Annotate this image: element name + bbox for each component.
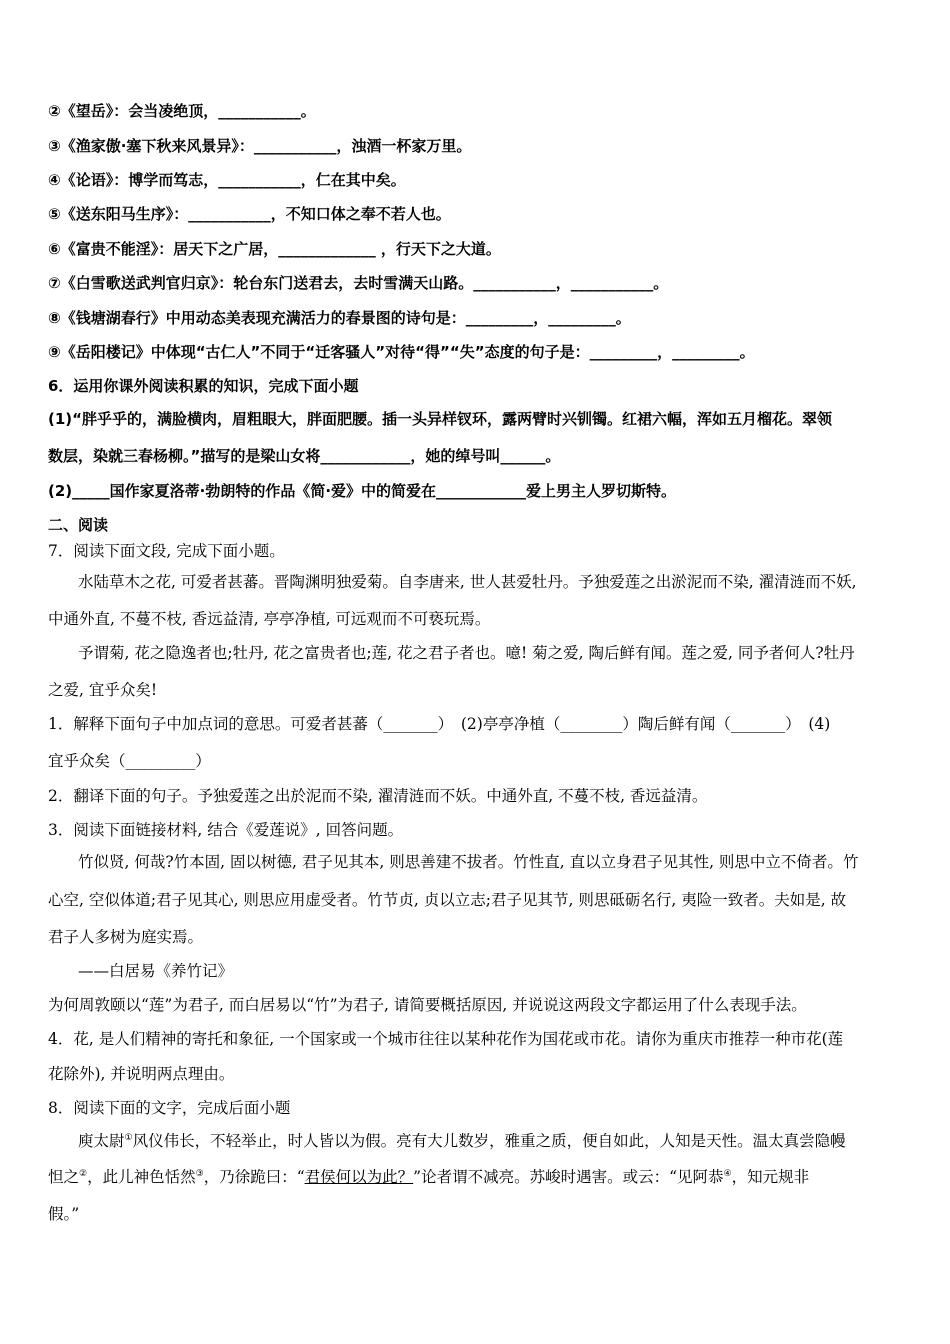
q7-3-question: 为何周敦颐以“莲”为君子, 而白居易以“竹”为君子, 请简要概括原因, 并说说这两段文字都运用了什么表现手法。 bbox=[48, 996, 807, 1014]
ailianshuo-p2-line1: 予谓菊, 花之隐逸者也;牡丹, 花之富贵者也;莲, 花之君子者也。噫! 菊之爱, 陶后鲜有闻。莲之爱, 同予者何人?牡丹 bbox=[78, 644, 855, 662]
yutaiwei-text-f: ”论者谓不减亮。苏峻时遇害。或云：“见阿恭 bbox=[413, 1168, 724, 1186]
yutaiwei-text-e: ，乃徐跪曰：“ bbox=[203, 1168, 305, 1186]
yangzhuji-line3: 君子人多树为庭实焉。 bbox=[48, 928, 204, 946]
question-8: 8．阅读下面的文字，完成后面小题 bbox=[48, 1099, 291, 1117]
fill-blank-4: ④《论语》：博学而笃志，___________，仁在其中矣。 bbox=[48, 171, 406, 189]
question-6: 6．运用你课外阅读积累的知识，完成下面小题 bbox=[48, 377, 359, 395]
question-6-1-line2: 数层，染就三春杨柳。”描写的是梁山女将____________，她的绰号叫______。 bbox=[48, 447, 561, 465]
yutaiwei-text-c: 怛之 bbox=[48, 1168, 80, 1186]
q7-3: 3．阅读下面链接材料, 结合《爱莲说》, 回答问题。 bbox=[48, 821, 404, 839]
q7-4-line1: 4．花, 是人们精神的寄托和象征, 一个国家或一个城市往往以某种花作为国花或市花。请你为重庆市推荐一种市花(莲 bbox=[48, 1030, 844, 1048]
ailianshuo-p1-line1: 水陆草木之花, 可爱者甚蕃。晋陶渊明独爱菊。自李唐来, 世人甚爱牡丹。予独爱莲之出淤泥而不染, 濯清涟而不妖, bbox=[78, 573, 857, 591]
q7-1-line1: 1．解释下面句子中加点词的意思。可爱者甚蕃（_______） (2)亭亭净植（________）陶后鲜有闻（_______） (4) bbox=[48, 715, 831, 733]
q7-1-line2: 宜乎众矣（_________） bbox=[48, 752, 211, 770]
question-6-1-line1: (1)“胖乎乎的，满脸横肉，眉粗眼大，胖面肥腰。插一头异样钗环，露两臂时兴钏镯。红裙六幅，浑如五月榴花。翠领 bbox=[48, 410, 833, 428]
question-7: 7．阅读下面文段, 完成下面小题。 bbox=[48, 542, 285, 560]
yutaiwei-text-b: 风仪伟长，不轻举止，时人皆以为假。亮有大儿数岁，雅重之质，便自如此，人知是天性。温太真尝隐幔 bbox=[132, 1132, 846, 1150]
section-reading-heading: 二、阅读 bbox=[48, 516, 109, 534]
fill-blank-7: ⑦《白雪歌送武判官归京》：轮台东门送君去，去时雪满天山路。___________，___________。 bbox=[48, 274, 669, 292]
yutaiwei-text-d: ，此儿神色恬然 bbox=[87, 1168, 196, 1186]
fill-blank-5: ⑤《送东阳马生序》：___________，不知口体之奉不若人也。 bbox=[48, 205, 451, 223]
yutaiwei-line2 bbox=[48, 1167, 809, 1187]
underlined-quote: 君侯何以为此？ bbox=[304, 1168, 414, 1186]
yangzhuji-line2: 心空, 空似体道;君子见其心, 则思应用虚受者。竹节贞, 贞以立志;君子见其节, 则思砥砺名行, 夷险一致者。夫如是, 故 bbox=[48, 891, 847, 909]
fill-blank-2: ②《望岳》：会当凌绝顶，___________。 bbox=[48, 102, 316, 120]
q7-4-line2: 花除外), 并说明两点理由。 bbox=[48, 1065, 235, 1083]
fill-blank-9: ⑨《岳阳楼记》中体现“古仁人”不同于“迁客骚人”对待“得”“失”态度的句子是：_________，_________。 bbox=[48, 343, 755, 361]
footnote-1: ① bbox=[124, 1132, 133, 1143]
yutaiwei-text-g: ，知元规非 bbox=[731, 1168, 810, 1186]
yutaiwei-line3: 假。” bbox=[48, 1205, 80, 1223]
footnote-3: ③ bbox=[195, 1168, 204, 1179]
yutaiwei-text-a: 庾太尉 bbox=[78, 1132, 125, 1150]
yangzhuji-line1: 竹似贤, 何哉?竹本固, 固以树德, 君子见其本, 则思善建不拔者。竹性直, 直以立身君子见其性, 则思中立不倚者。竹 bbox=[78, 853, 859, 871]
fill-blank-6: ⑥《富贵不能淫》：居天下之广居，_____________ ，行天下之大道。 bbox=[48, 240, 501, 258]
fill-blank-8: ⑧《钱塘湖春行》中用动态美表现充满活力的春景图的诗句是：_________，_________。 bbox=[48, 309, 631, 327]
question-6-2: (2)_____国作家夏洛蒂·勃朗特的作品《简·爱》中的简爱在____________爱上男主人罗切斯特。 bbox=[48, 482, 677, 500]
footnote-2: ② bbox=[79, 1168, 88, 1179]
ailianshuo-p2-line2: 之爱, 宜乎众矣! bbox=[48, 681, 158, 699]
ailianshuo-p1-line2: 中通外直, 不蔓不枝, 香远益清, 亭亭净植, 可远观而不可亵玩焉。 bbox=[48, 610, 491, 628]
fill-blank-3: ③《渔家傲·塞下秋来风景异》：___________，浊酒一杯家万里。 bbox=[48, 137, 472, 155]
footnote-4: ④ bbox=[723, 1168, 732, 1179]
yangzhuji-source: ——白居易《养竹记》 bbox=[78, 962, 234, 980]
q7-2: 2．翻译下面的句子。予独爱莲之出於泥而不染, 濯清涟而不妖。中通外直, 不蔓不枝, 香远益清。 bbox=[48, 787, 708, 805]
yutaiwei-line1 bbox=[78, 1131, 846, 1151]
